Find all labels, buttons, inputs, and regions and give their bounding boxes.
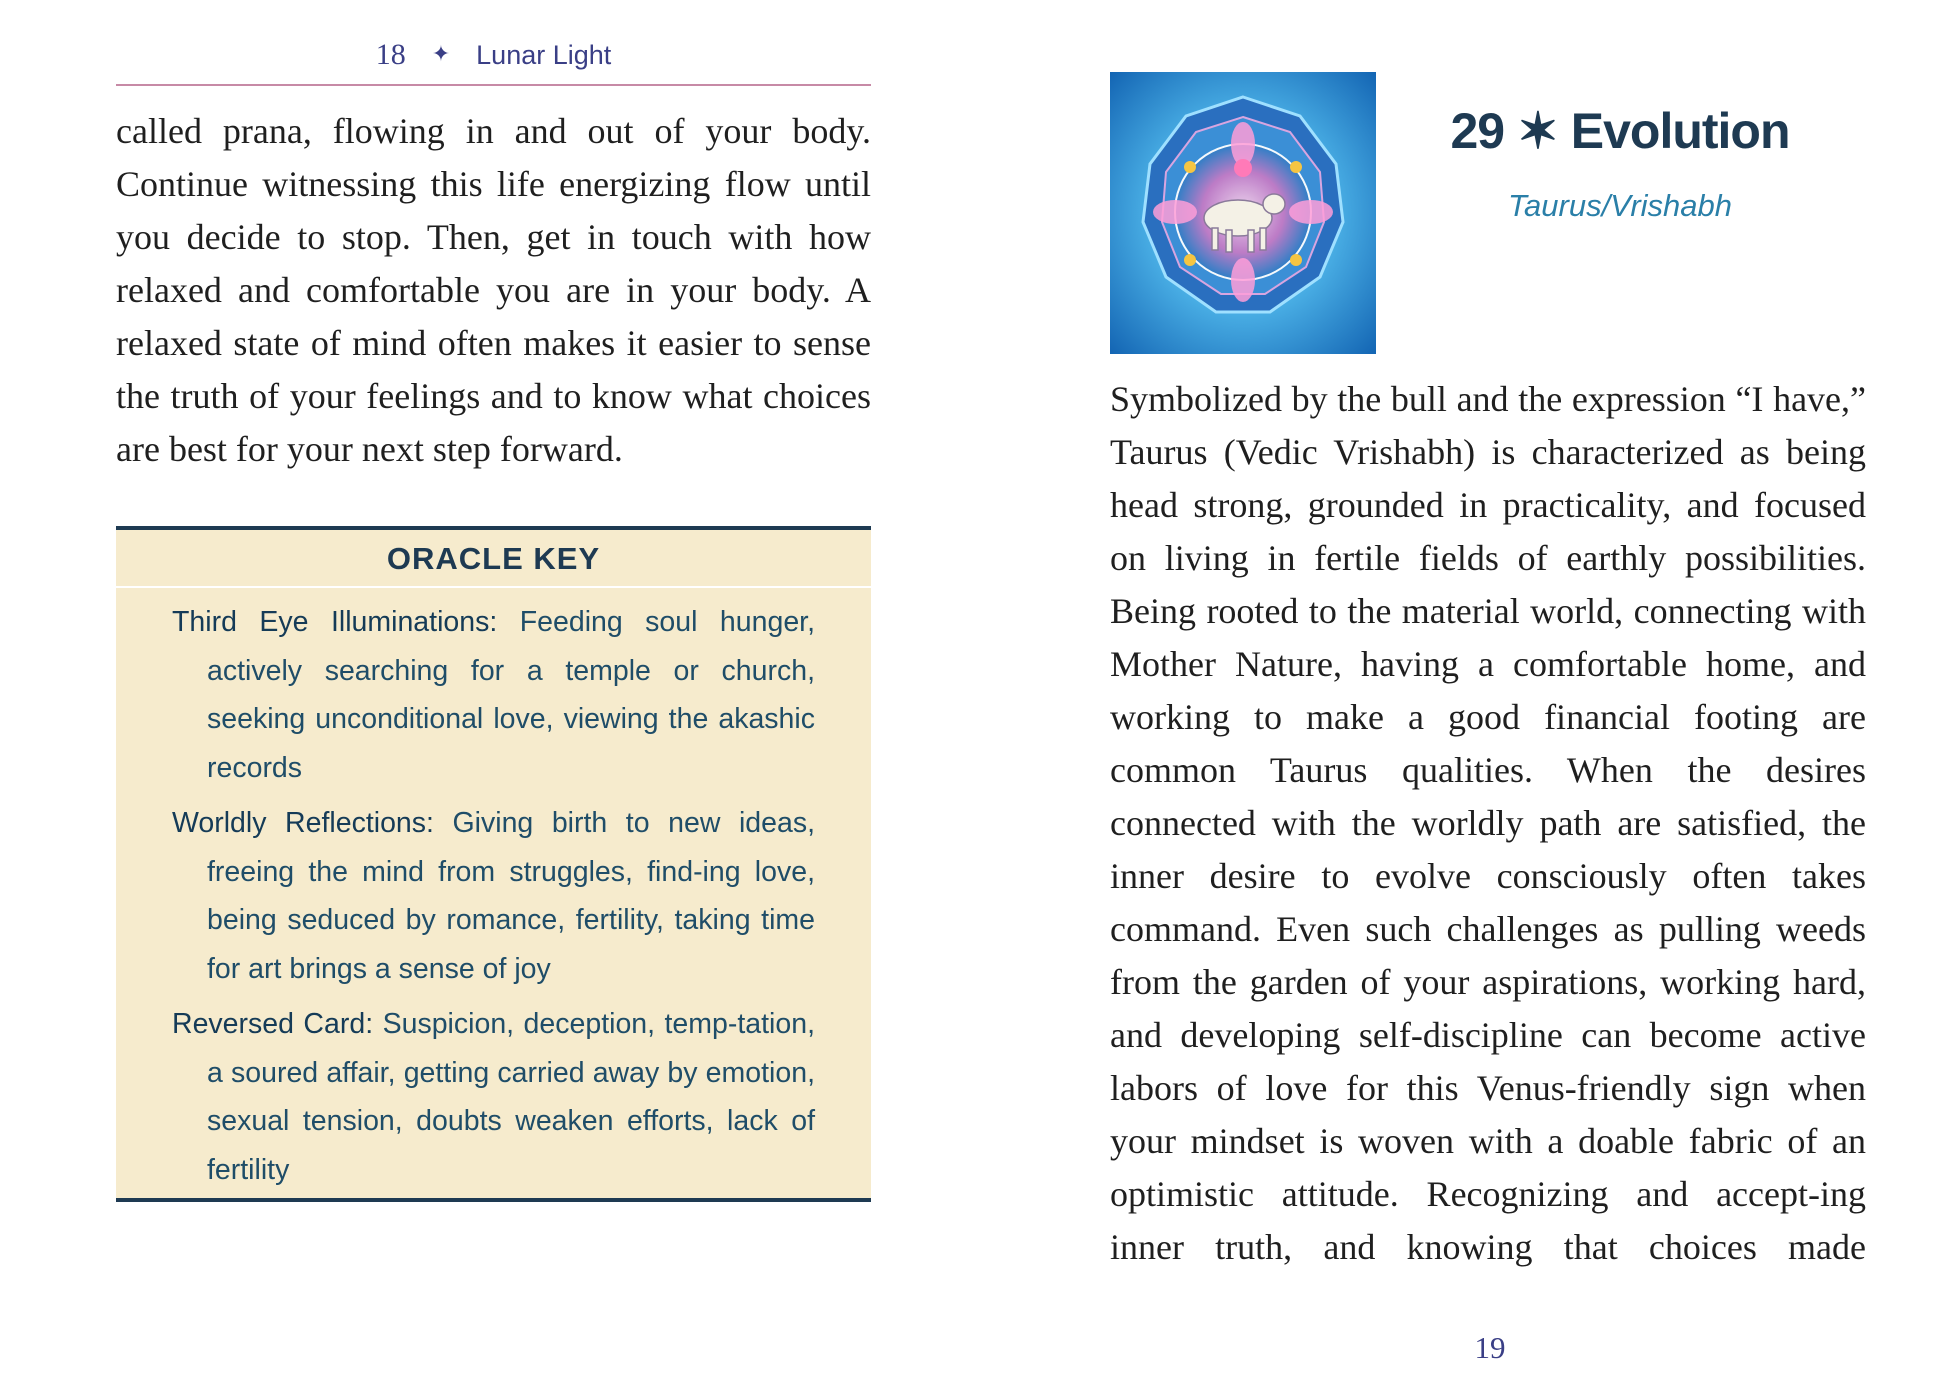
star-separator-icon: ✦ [431, 41, 451, 66]
page-number-right: 19 [1474, 1330, 1506, 1365]
oracle-term: Reversed Card: [172, 1008, 374, 1040]
body-text-right: Symbolized by the bull and the expression “I have,” Taurus (Vedic Vrishabh) is characterized as being head strong, grounded in practicality, and focused on living in fertile fields of earthly possibilities. Being rooted to the material world, connecting with Mother Nature, having a comfortable home, and working to make a good financial footing are common Taurus qualities. When the desires connected with the worldly path are satisfied, the inner desire to evolve consciously often takes command. Even such challenges as pulling weeds from the garden of your aspirations, working hard, and developing self-discipline can become active labors of love for this Venus-friendly sign when your mindset is woven with a doable fabric of an optimistic attitude. Recognizing and accept-ing inner truth, and knowing that choices made [1110, 379, 1866, 1267]
mandala-bull-icon [1110, 72, 1376, 354]
oracle-term: Third Eye Illuminations: [172, 606, 498, 638]
page-number-left: 18 [375, 38, 406, 71]
body-text-left: called prana, flowing in and out of your body. Continue witnessing this life energizing flow until you decide to stop. Then, get in touch with how relaxed and comfortable you are in your body. A relaxed state of mind often makes it easier to sense the truth of your feelings and to know what choices are best for your next step forward. [116, 111, 871, 469]
oracle-text: Suspicion, deception, temp-tation, a soured affair, getting carried away by emotion, sexual tension, doubts weaken efforts, lack of fertility [207, 1008, 816, 1186]
oracle-text: Giving birth to new ideas, freeing the mind from struggles, find-ing love, being seduced by romance, fertility, taking time for art brings a sense of joy [207, 807, 815, 985]
card-artwork [1110, 72, 1376, 354]
oracle-text: Feeding soul hunger, actively searching for a temple or church, seeking unconditional love, viewing the akashic records [207, 606, 816, 784]
oracle-entry-third-eye [172, 598, 815, 792]
card-subtitle: Taurus/Vrishabh [1507, 188, 1733, 223]
oracle-entry-reversed [172, 1000, 815, 1194]
running-head [116, 38, 871, 86]
oracle-key-box [116, 526, 871, 1202]
oracle-term: Worldly Reflections: [172, 807, 434, 839]
oracle-key-list [116, 588, 871, 1194]
oracle-key-title: ORACLE KEY [116, 530, 871, 588]
chapter-title: Lunar Light [476, 40, 612, 70]
card-title: 29 ✶ Evolution [1450, 103, 1790, 159]
oracle-entry-worldly [172, 799, 815, 993]
